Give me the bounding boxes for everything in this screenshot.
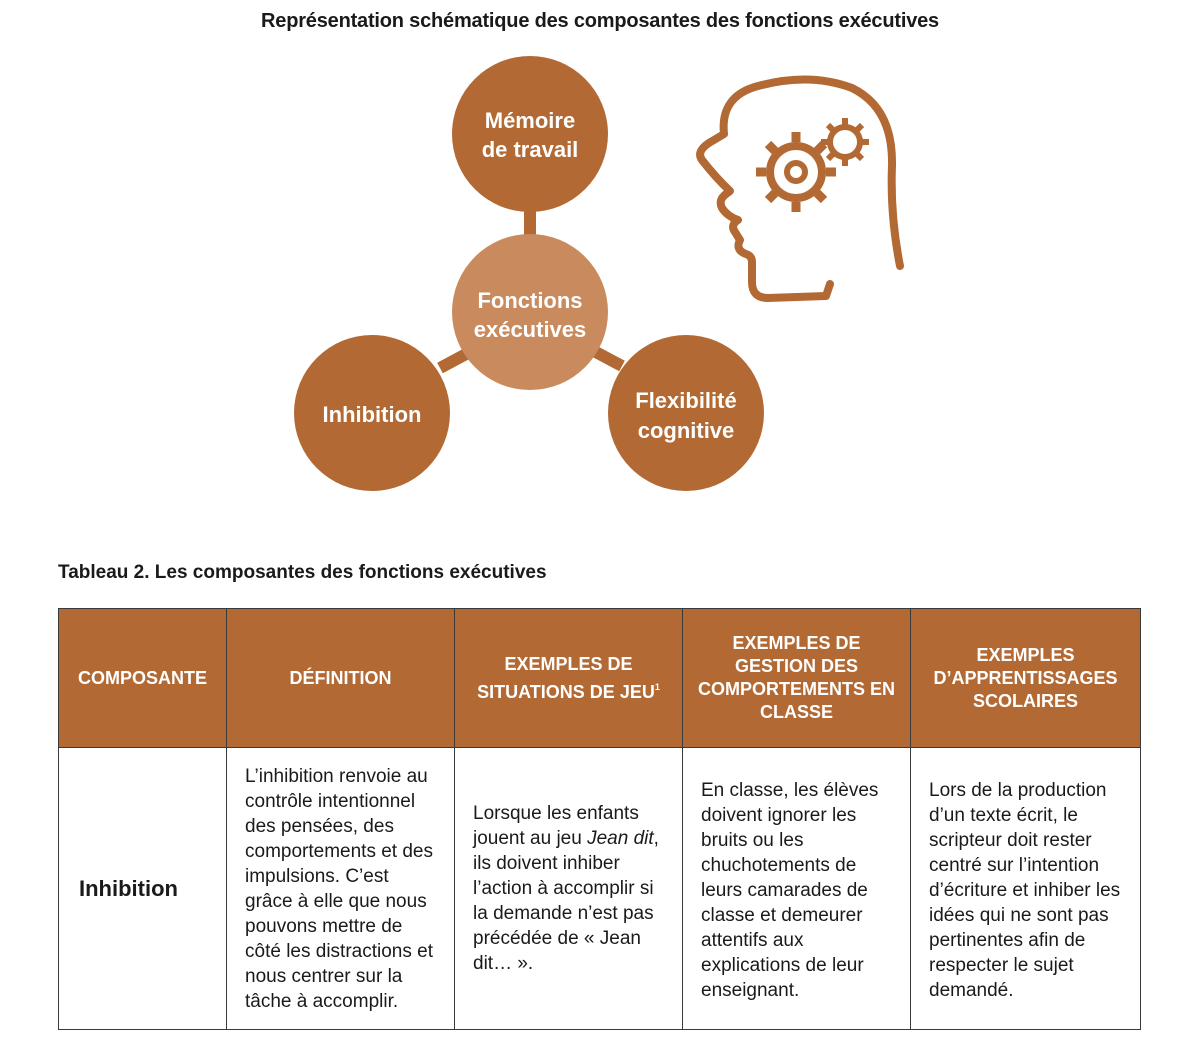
cell-definition: L’inhibition renvoie au contrôle intentionnel des pensées, des comportements et des impulsions. C’est grâce à elle que nous pouvons mettre de côté les distractions et nous centrer sur la tâche à accomplir. [227,748,455,1030]
jeu-text-before: Lorsque les enfants jouent au jeu [473,803,639,849]
head-with-gears-icon [700,79,900,298]
executive-functions-diagram [0,40,1200,510]
jeu-text-after: , ils doivent inhiber l’action à accomplir si la demande n’est pas précédée de « Jean dit… ». [473,828,659,974]
header-jeu-text: EXEMPLES DE SITUATIONS DE JEU [477,653,655,702]
cell-apprentissages-scolaires: Lors de la production d’un texte écrit, le scripteur doit rester centré sur l’intention d’écriture et inhiber les idées qui ne sont pas pertinentes afin de respecter le sujet demandé. [911,748,1141,1030]
jeu-text-italic: Jean dit [587,828,654,849]
table-caption: Tableau 2. Les composantes des fonctions exécutives [58,562,547,583]
node-top-label-1: Mémoire [484,108,576,133]
footnote-marker: 1 [654,681,660,692]
node-right-label-1: Flexibilité [635,388,737,413]
node-top-label-2: de travail [481,137,579,162]
node-flexibilite-cognitive [608,335,764,491]
header-gestion-comportements: EXEMPLES DE GESTION DES COMPORTEMENTS EN CLASSE [683,609,911,748]
header-situations-de-jeu [455,609,683,748]
executive-functions-table [58,608,1141,1030]
table-row [59,748,1141,1030]
cell-composante: Inhibition [59,748,227,1030]
cell-situations-de-jeu [455,748,683,1030]
center-label-1: Fonctions [477,288,583,313]
header-definition: DÉFINITION [227,609,455,748]
center-label-2: exécutives [473,317,587,342]
header-apprentissages-scolaires: EXEMPLES D’APPRENTISSAGES SCOLAIRES [911,609,1141,748]
diagram-title: Représentation schématique des composantes des fonctions exécutives [261,10,939,32]
header-composante: COMPOSANTE [59,609,227,748]
cell-gestion-comportements: En classe, les élèves doivent ignorer les bruits ou les chuchotements de leurs camarades de classe et demeurer attentifs aux explications de leur enseignant. [683,748,911,1030]
node-left-label: Inhibition [322,402,422,427]
table-header-row [59,609,1141,748]
node-right-label-2: cognitive [637,418,735,443]
node-memoire-de-travail [452,56,608,212]
connector-left [440,353,468,368]
